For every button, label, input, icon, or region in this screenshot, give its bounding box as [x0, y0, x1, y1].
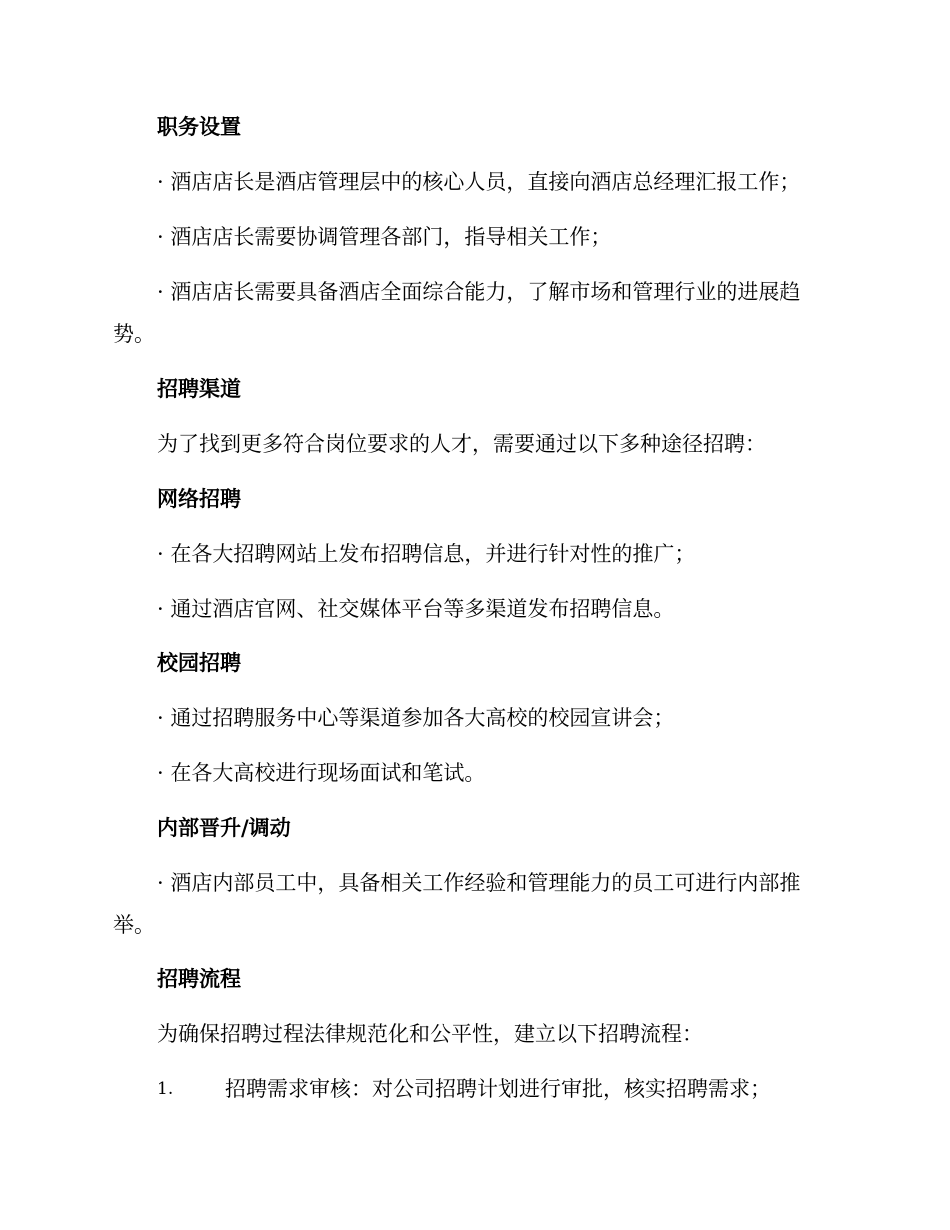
bullet-item: · 酒店店长需要具备酒店全面综合能力，了解市场和管理行业的进展趋: [157, 280, 801, 304]
bullet-item: · 通过酒店官网、社交媒体平台等多渠道发布招聘信息。: [157, 597, 675, 621]
bullet-item: · 酒店店长是酒店管理层中的核心人员，直接向酒店总经理汇报工作；: [157, 170, 801, 194]
bullet-item: · 酒店店长需要协调管理各部门，指导相关工作；: [157, 225, 612, 249]
bullet-item: · 在各大高校进行现场面试和笔试。: [157, 761, 486, 785]
bullet-item-continuation: 势。: [113, 322, 155, 346]
list-number: 1.: [157, 1079, 174, 1099]
section-heading: 招聘渠道: [157, 376, 241, 401]
list-item-text: 招聘需求审核：对公司招聘计划进行审批，核实招聘需求；: [225, 1077, 771, 1101]
bullet-item: · 酒店内部员工中，具备相关工作经验和管理能力的员工可进行内部推: [157, 871, 801, 895]
section-heading: 招聘流程: [157, 966, 241, 991]
bullet-item: · 通过招聘服务中心等渠道参加各大高校的校园宣讲会；: [157, 706, 675, 730]
paragraph: 为了找到更多符合岗位要求的人才，需要通过以下多种途径招聘：: [157, 432, 766, 456]
section-heading: 网络招聘: [157, 486, 241, 511]
bullet-item-continuation: 举。: [113, 913, 155, 937]
section-heading: 内部晋升/调动: [157, 815, 291, 840]
section-heading: 校园招聘: [157, 650, 241, 675]
bullet-item: · 在各大招聘网站上发布招聘信息，并进行针对性的推广；: [157, 542, 696, 566]
section-heading: 职务设置: [157, 114, 241, 139]
paragraph: 为确保招聘过程法律规范化和公平性，建立以下招聘流程：: [157, 1022, 703, 1046]
